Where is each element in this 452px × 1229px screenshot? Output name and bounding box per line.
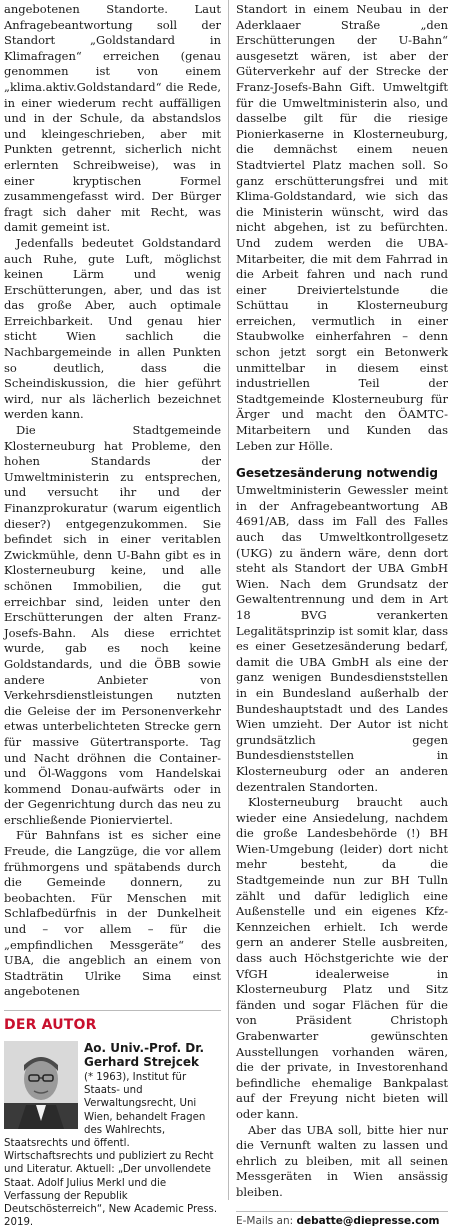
body-paragraph: Aber das UBA soll, bitte hier nur die Vernunft walten zu lassen und ehrlich zu bleiben, mit all seinen Messgeräten in Wien ansässig bleiben. <box>236 1122 448 1199</box>
author-box <box>4 1010 221 1229</box>
body-paragraph: Die Stadtgemeinde Klosterneuburg hat Probleme, den hohen Standards der Umweltministerin zu entsprechen, und versucht ihr und der Finanzprokuratur (warum eigentlich dieser?) entgegenzukommen. Sie befindet sich in einer veritablen Zwickmühle, denn U-Bahn gibt es in Klosterneuburg keine, und alle schönen Immobilien, die gut erreichbar sind, leiden unter den Erschütterungen der alten Franz-Josefs-Bahn. Als diese errichtet wurde, gab es noch keine Goldstandards, und die ÖBB sowie andere Anbieter von Verkehrsdienstleistungen nutzten die Geleise der im Personenverkehr etwas unterbelichteten Strecke gern für massive Gütertransporte. Tag und Nacht dröhnen die Container- und Öl-Waggons vom Handelskai kommend Donau-aufwärts oder in der Gegenrichtung durch das neu zu erschließende Pionierviertel. <box>4 423 221 827</box>
contact-email-link[interactable]: debatte@diepresse.com <box>296 1214 440 1227</box>
right-column <box>236 2 448 1227</box>
body-paragraph: Jedenfalls bedeutet Goldstandard auch Ruhe, gute Luft, möglichst keinen Lärm und wenig Erschütterungen, aber, und das ist das große Aber, auch optimale Erreichbarkeit. Und genau hier sticht Wien sachlich die Nachbargemeinde in allen Punkten so deutlich, dass die Scheindiskussion, die hier geführt wird, nur als lächerlich bezeichnet werden kann. <box>4 235 221 422</box>
left-column <box>4 2 221 1229</box>
body-paragraph: Für Bahnfans ist es sicher eine Freude, die Langzüge, die vor allem frühmorgens und spätabends durch die Gemeinde donnern, zu beobachten. Für Menschen mit Schlafbedürfnis in der Dunkelheit und – vor allem – für die „empfindlichen Messgeräte“ des UBA, die angeblich an einem von Stadträtin Ulrike Sima einst angebotenen <box>4 828 221 999</box>
author-name: Ao. Univ.-Prof. Dr. Gerhard Strejcek <box>84 1041 205 1069</box>
footer-divider <box>236 1211 448 1212</box>
author-bio: (* 1963), Institut für Staats- und Verwaltungsrecht, Uni Wien, behandelt Fragen des Wahlrechts, Staatsrechts und öffentl. Wirtschaftsrechts und publiziert zu Recht und Literatur. Aktuell: „Der unvollendete Staat. Adolf Julius Merkl und die Verfassung der Republik Deutschösterreich“, New Academic Press. 2019. <box>4 1072 218 1229</box>
body-paragraph: angebotenen Standorte. Laut Anfragebeantwortung soll der Standort „Goldstandard in Klimafragen“ erreichen (genau genommen ist von einem „klima.aktiv.Goldstandard“ die Rede, in einer wiederum recht auffälligen und in der Schule, da abstandslos und kleingeschrieben, aber mit Punkten getrennt, sicherlich nicht erlernten Schreibweise), was in einer kryptischen Formel zusammengefasst wird. Der Bürger fragt sich daher mit Recht, was damit gemeint ist. <box>4 2 221 235</box>
contact-label: E-Mails an: <box>236 1214 294 1227</box>
body-paragraph: Standort in einem Neubau in der Aderklaaer Straße „den Erschütterungen der U-Bahn“ ausgesetzt wären, ist aber der Güterverkehr auf der Strecke der Franz-Josefs-Bahn Gift. Umweltgift für die Umweltministerin also, und dasselbe gilt für die riesige Pionierkaserne in Klosterneuburg, die demnächst einem neuen Stadtviertel Platz machen soll. So ganz erschütterungsfrei und mit Klima-Goldstandard, wie sich das die Ministerin wünscht, wird das nicht abgehen, ist zu befürchten. Und zudem werden die UBA-Mitarbeiter, die mit dem Fahrrad in die Arbeit fahren und nach rund einer Dreiviertelstunde die Schüttau in Klosterneuburg erreichen, vermutlich in einer Staubwolke einherfahren – denn schon jetzt sorgt ein Betonwerk unmittelbar in diesem einst industriellen Teil der Stadtgemeinde Klosterneuburg für Ärger und macht den ÖAMTC-Mitarbeitern und Kunden das Leben zur Hölle. <box>236 2 448 453</box>
body-paragraph: Klosterneuburg braucht auch wieder eine Ansiedelung, nachdem die große Landesbehörde (!) BH Wien-Umgebung (leider) dort nicht mehr besteht, da die Stadtgemeinde nun zur BH Tulln zählt und dafür lediglich eine Außenstelle und ein eigenes Kfz-Kennzeichen erhielt. Ich werde gern an anderer Stelle ausbreiten, dass auch Höchstgerichte wie der VfGH idealerweise in Klosterneuburg Platz und Sitz fänden und sogar Flächen für die von Präsident Christoph Grabenwarter gewünschten Ausstellungen vorhanden wären, die der private, in Investorenhand befindliche ehemalige Bankpalast auf der Freyung nicht bieten will oder kann. <box>236 795 448 1121</box>
author-heading: DER AUTOR <box>4 1017 97 1033</box>
author-portrait <box>4 1041 78 1129</box>
column-divider <box>228 0 229 1200</box>
contact-line <box>236 1215 448 1227</box>
body-paragraph: Umweltministerin Gewessler meint in der Anfragebeantwortung AB 4691/AB, dass im Fall des Falles auch das Umweltkontrollgesetz (UKG) zu ändern wäre, denn dort steht als Standort der UBA GmbH Wien. Nach dem Grundsatz der Gewaltentrennung und dem in Art 18 BVG verankerten Legalitätsprinzip ist somit klar, dass es einer Gesetzesänderung bedarf, damit die UBA GmbH als eine der ganz wenigen Bundesdienststellen in ein Bundesland außerhalb der Bundeshauptstadt und des Landes Wien umzieht. Der Autor ist nicht grundsätzlich gegen Bundesdienststellen in Klosterneuburg oder an anderen dezentralen Standorten. <box>236 483 448 794</box>
section-subheading: Gesetzesänderung notwendig <box>236 466 438 481</box>
